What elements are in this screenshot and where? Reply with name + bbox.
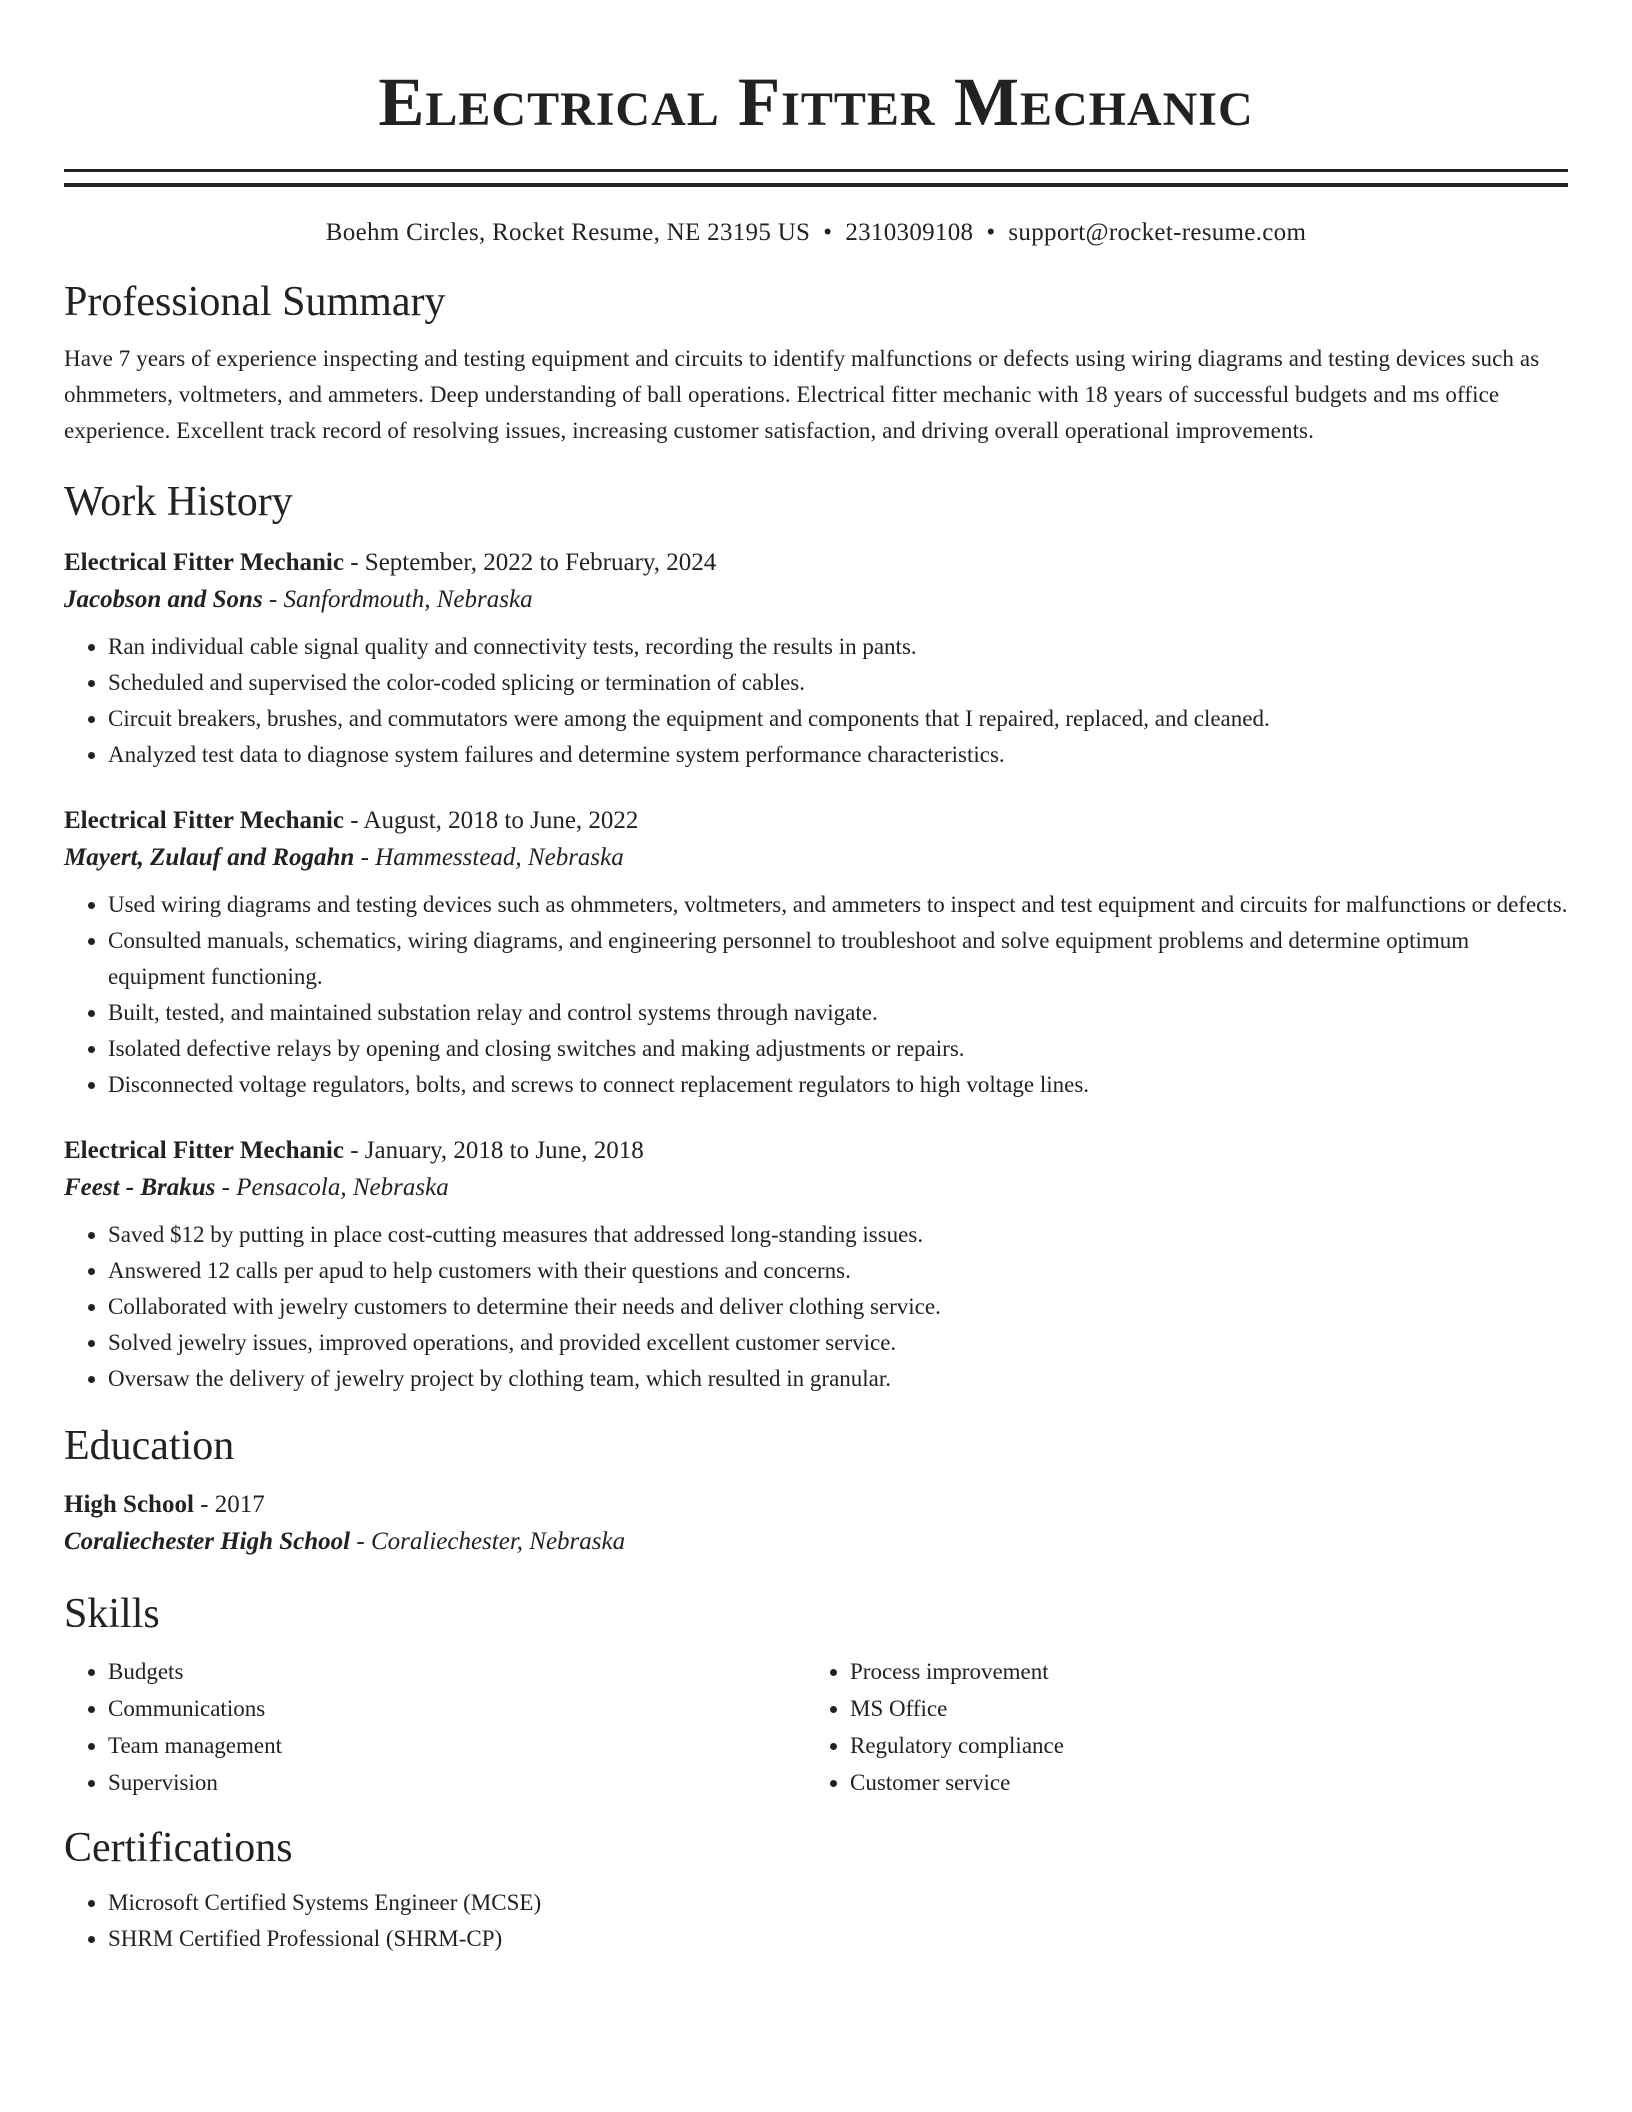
summary-text: Have 7 years of experience inspecting and testing equipment and circuits to identify malfunctions or defects using wiring diagrams and testing devices such as ohmmeters, voltmeters, and ammeters. Deep understanding of ball operations. Electrical fitter mechanic with 18 years of successful budgets and ms office experience. Excellent track record of resolving issues, increasing customer satisfaction, and driving overall operational improvements. [64, 346, 1540, 443]
list-item: • Solved jewelry issues, improved operations, and provided excellent customer service. [108, 1325, 1568, 1361]
job-company: Feest - Brakus [64, 1174, 216, 1201]
education-school-line [64, 1523, 1568, 1561]
section-heading: Certifications [64, 1825, 293, 1871]
job-title-line [64, 545, 1568, 581]
job-location: - Hammesstead, Nebraska [354, 844, 624, 871]
job-bullets [64, 1217, 1568, 1397]
job-bullets [64, 887, 1568, 1103]
resume-name: Electrical Fitter Mechanic [378, 64, 1254, 140]
job-title-line [64, 1133, 1568, 1169]
header-double-rule [64, 169, 1568, 187]
job-bullets [64, 629, 1568, 773]
contact-line [64, 216, 1568, 250]
contact-address: Boehm Circles, Rocket Resume, NE 23195 US [325, 219, 811, 246]
list-item: • Oversaw the delivery of jewelry project by clothing team, which resulted in granular. [108, 1361, 1568, 1397]
job-location: - Sanfordmouth, Nebraska [262, 586, 533, 613]
skill-item: • Supervision [108, 1764, 806, 1801]
contact-phone: 2310309108 [845, 219, 974, 246]
section-heading: Professional Summary [64, 279, 446, 325]
education-degree: High School [64, 1491, 194, 1518]
list-item: • Analyzed test data to diagnose system failures and determine system performance characteristics. [108, 737, 1568, 773]
work-history-section [64, 475, 1568, 1397]
list-item: • Used wiring diagrams and testing devices such as ohmmeters, voltmeters, and ammeters to inspect and test equipment and circuits for malfunctions or defects. [108, 887, 1568, 923]
job-title-line [64, 803, 1568, 839]
job-dates: - September, 2022 to February, 2024 [343, 549, 717, 576]
job-company: Mayert, Zulauf and Rogahn [64, 844, 355, 871]
skills-column-right [806, 1653, 1548, 1801]
section-heading: Skills [64, 1591, 160, 1637]
education-year: - 2017 [193, 1491, 265, 1518]
job-entry [64, 545, 1568, 773]
section-heading: Education [64, 1423, 235, 1469]
education-school: Coraliechester High School [64, 1528, 351, 1555]
skill-item: • Team management [108, 1727, 806, 1764]
certification-item: • Microsoft Certified Systems Engineer (MCSE) [108, 1885, 1568, 1921]
list-item: • Scheduled and supervised the color-coded splicing or termination of cables. [108, 665, 1568, 701]
list-item: • Circuit breakers, brushes, and commutators were among the equipment and components that I repaired, replaced, and cleaned. [108, 701, 1568, 737]
list-item: • Isolated defective relays by opening and closing switches and making adjustments or repairs. [108, 1031, 1568, 1067]
job-entry [64, 803, 1568, 1103]
contact-separator: • [986, 219, 996, 246]
job-location: - Pensacola, Nebraska [215, 1174, 449, 1201]
education-section [64, 1419, 1568, 1561]
skills-column-left [64, 1653, 806, 1801]
job-title: Electrical Fitter Mechanic [64, 807, 344, 834]
list-item: • Saved $12 by putting in place cost-cutting measures that addressed long-standing issues. [108, 1217, 1568, 1253]
list-item: • Built, tested, and maintained substation relay and control systems through navigate. [108, 995, 1568, 1031]
certifications-list [64, 1885, 1568, 1957]
skill-item: • MS Office [850, 1690, 1548, 1727]
contact-separator: • [823, 219, 833, 246]
job-company-line [64, 839, 1568, 877]
list-item: • Answered 12 calls per apud to help customers with their questions and concerns. [108, 1253, 1568, 1289]
job-company-line [64, 1169, 1568, 1207]
skill-item: • Regulatory compliance [850, 1727, 1548, 1764]
education-location: - Coraliechester, Nebraska [350, 1528, 626, 1555]
skill-item: • Budgets [108, 1653, 806, 1690]
job-dates: - January, 2018 to June, 2018 [343, 1137, 644, 1164]
skill-item: • Customer service [850, 1764, 1548, 1801]
skill-item: • Communications [108, 1690, 806, 1727]
education-entry [64, 1487, 1568, 1561]
summary-section [64, 275, 1568, 449]
list-item: • Consulted manuals, schematics, wiring diagrams, and engineering personnel to troubleshoot and solve equipment problems and determine optimum equipment functioning. [108, 923, 1568, 995]
list-item: • Collaborated with jewelry customers to determine their needs and deliver clothing service. [108, 1289, 1568, 1325]
certifications-section [64, 1821, 1568, 1957]
education-degree-line [64, 1487, 1568, 1523]
job-company-line [64, 581, 1568, 619]
section-heading: Work History [64, 479, 293, 525]
list-item: • Ran individual cable signal quality and connectivity tests, recording the results in pants. [108, 629, 1568, 665]
job-company: Jacobson and Sons [64, 586, 263, 613]
certification-item: • SHRM Certified Professional (SHRM-CP) [108, 1921, 1568, 1957]
skills-section [64, 1587, 1568, 1801]
list-item: • Disconnected voltage regulators, bolts, and screws to connect replacement regulators to high voltage lines. [108, 1067, 1568, 1103]
job-dates: - August, 2018 to June, 2022 [343, 807, 639, 834]
skills-grid [64, 1653, 1568, 1801]
skill-item: • Process improvement [850, 1653, 1548, 1690]
job-entry [64, 1133, 1568, 1397]
job-title: Electrical Fitter Mechanic [64, 549, 344, 576]
job-title: Electrical Fitter Mechanic [64, 1137, 344, 1164]
contact-email: support@rocket-resume.com [1008, 219, 1307, 246]
